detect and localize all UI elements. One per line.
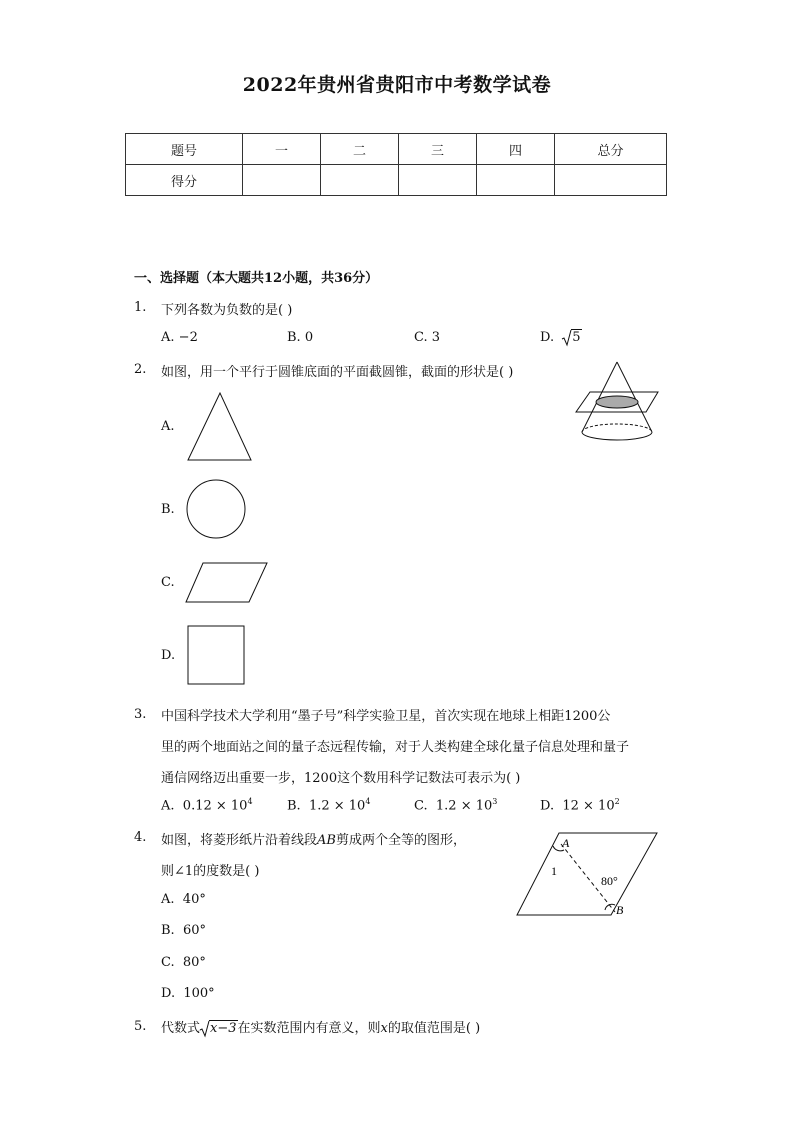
option-b: B. $1.2 \times 10^4$ bbox=[287, 797, 371, 814]
option-d: D. bbox=[161, 648, 176, 663]
score-table bbox=[125, 133, 667, 196]
option-a: A. −2 bbox=[161, 330, 198, 345]
angle-80-label: 80° bbox=[601, 874, 618, 888]
question-text-line: 里的两个地面站之间的量子态远程传输，对于人类构建全球化量子信息处理和量子 bbox=[161, 740, 630, 755]
question-text: 代数式 x−3在实数范围内有意义，则x的取值范围是( ) bbox=[161, 1021, 481, 1036]
option-c: C. 3 bbox=[414, 330, 441, 345]
cone-section-figure bbox=[574, 360, 664, 442]
score-header-cell: 一 bbox=[243, 134, 321, 165]
point-a-label: A bbox=[562, 836, 570, 850]
question-text-line: 通信网络迈出重要一步，1200这个数用科学记数法可表示为( ) bbox=[161, 771, 521, 786]
option-c: C. bbox=[161, 575, 175, 590]
score-header-cell: 题号 bbox=[126, 134, 243, 165]
option-c: C. 80° bbox=[161, 955, 206, 970]
question-text: 如图，将菱形纸片沿着线段AB剪成两个全等的图形， bbox=[161, 833, 466, 848]
option-d: D. 100° bbox=[161, 986, 215, 1001]
question-text: 下列各数为负数的是( ) bbox=[161, 303, 293, 318]
question-number: 2. bbox=[134, 362, 147, 377]
option-b: B. bbox=[161, 502, 175, 517]
score-cell[interactable] bbox=[399, 165, 477, 196]
option-a: A. bbox=[161, 419, 175, 434]
page-title: 2022年贵州省贵阳市中考数学试卷 bbox=[242, 74, 552, 96]
option-d: D. 5 bbox=[540, 330, 581, 345]
score-cell[interactable] bbox=[243, 165, 321, 196]
option-c: C. $1.2 \times 10^3$ bbox=[414, 797, 498, 814]
score-cell[interactable] bbox=[555, 165, 667, 196]
score-table-header-row bbox=[126, 134, 667, 165]
question-number: 1. bbox=[134, 300, 147, 315]
question-number: 5. bbox=[134, 1019, 147, 1034]
score-cell[interactable] bbox=[477, 165, 555, 196]
question-number: 4. bbox=[134, 830, 147, 845]
sqrt-icon: 5 bbox=[562, 330, 581, 345]
score-header-cell: 总分 bbox=[555, 134, 667, 165]
score-header-cell: 四 bbox=[477, 134, 555, 165]
option-b: B. 0 bbox=[287, 330, 314, 345]
score-header-cell: 三 bbox=[399, 134, 477, 165]
angle-1-label: 1 bbox=[551, 864, 557, 878]
radical-sign-icon bbox=[200, 1021, 210, 1037]
circle-shape bbox=[186, 479, 248, 541]
option-a: A. 40° bbox=[161, 892, 206, 907]
question-text-line: 中国科学技术大学利用“墨子号”科学实验卫星，首次实现在地球上相距1200公 bbox=[161, 709, 611, 724]
question-number: 3. bbox=[134, 707, 147, 722]
option-d: D. $12 \times 10^2$ bbox=[540, 797, 620, 814]
question-text: 如图，用一个平行于圆锥底面的平面截圆锥，截面的形状是( ) bbox=[161, 365, 514, 380]
question-text: 则∠1的度数是( ) bbox=[161, 864, 260, 879]
parallelogram-shape bbox=[185, 561, 269, 605]
score-header-cell: 二 bbox=[321, 134, 399, 165]
option-a: A. $0.12 \times 10^4$ bbox=[161, 797, 253, 814]
radical-sign-icon bbox=[562, 330, 572, 346]
triangle-shape bbox=[187, 392, 253, 462]
option-b: B. 60° bbox=[161, 923, 206, 938]
score-row-label: 得分 bbox=[126, 165, 243, 196]
sqrt-icon: x−3 bbox=[200, 1021, 238, 1036]
score-table-score-row bbox=[126, 165, 667, 196]
section-heading: 一、选择题（本大题共12小题，共36分） bbox=[134, 271, 379, 286]
square-shape bbox=[187, 625, 247, 687]
rhombus-figure bbox=[515, 830, 661, 922]
point-b-label: B bbox=[616, 903, 624, 917]
score-cell[interactable] bbox=[321, 165, 399, 196]
